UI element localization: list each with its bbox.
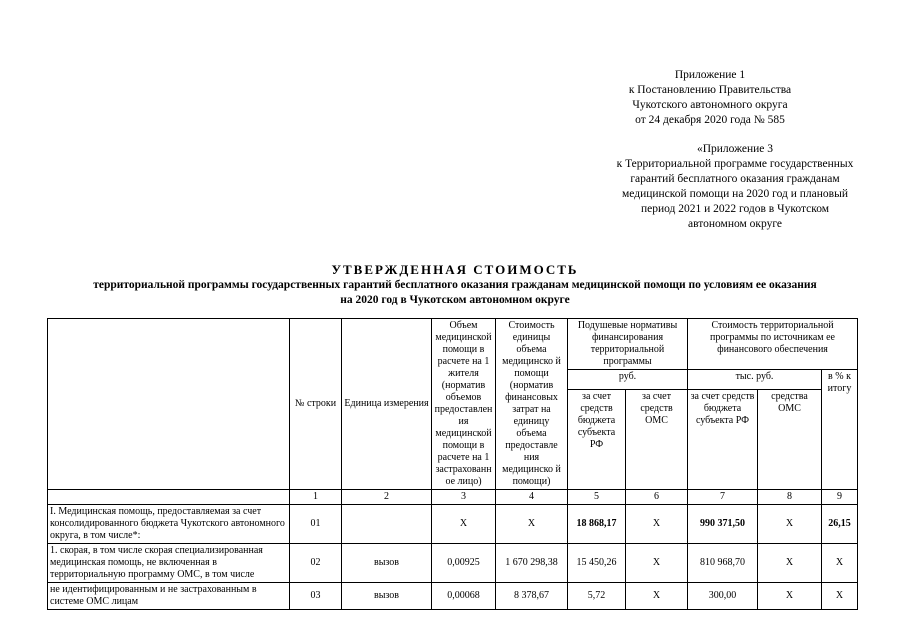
row-pc-budget: 15 450,26 <box>568 544 626 583</box>
appendix-1-line: Приложение 1 <box>674 69 746 81</box>
row-pc-budget: 5,72 <box>568 583 626 610</box>
appendix-3-line: «Приложение 3 <box>696 143 774 155</box>
appendix-3-line: к Территориальной программе государственных <box>616 158 854 170</box>
col-number: 4 <box>496 490 568 505</box>
header-row-number: № строки <box>290 319 342 490</box>
row-number: 03 <box>290 583 342 610</box>
appendix-1-line: к Постановлению Правительства <box>628 84 792 96</box>
header-thous-rub: тыс. руб. <box>688 370 822 390</box>
col-number-empty <box>48 490 290 505</box>
row-pc-oms: X <box>626 544 688 583</box>
col-number: 7 <box>688 490 758 505</box>
row-tc-oms: X <box>758 583 822 610</box>
row-unit: вызов <box>342 544 432 583</box>
row-cost: 8 378,67 <box>496 583 568 610</box>
row-name: не идентифицированным и не застрахованным в системе ОМС лицам <box>48 583 290 610</box>
table-row <box>48 583 858 610</box>
document-subtitle <box>40 278 870 308</box>
row-volume: 0,00925 <box>432 544 496 583</box>
cost-table <box>47 318 858 610</box>
col-number: 2 <box>342 490 432 505</box>
row-name: 1. скорая, в том числе скорая специализированная медицинская помощь, не включенная в территориальную программу ОМС, в том числе <box>48 544 290 583</box>
col-number: 6 <box>626 490 688 505</box>
header-rub: руб. <box>568 370 688 390</box>
appendix-1-block <box>600 68 820 128</box>
col-number: 8 <box>758 490 822 505</box>
appendix-3-line: гарантий бесплатного оказания гражданам <box>630 173 840 185</box>
header-row <box>48 319 858 370</box>
row-pc-oms: X <box>626 505 688 544</box>
column-number-row <box>48 490 858 505</box>
table-row <box>48 505 858 544</box>
row-unit <box>342 505 432 544</box>
header-oms-2: средства ОМС <box>758 390 822 490</box>
header-oms: за счет средств ОМС <box>626 390 688 490</box>
header-pct: в % к итогу <box>822 370 858 490</box>
row-tc-budget: 990 371,50 <box>688 505 758 544</box>
row-unit: вызов <box>342 583 432 610</box>
row-tc-oms: X <box>758 544 822 583</box>
row-volume: 0,00068 <box>432 583 496 610</box>
appendix-1-line: от 24 декабря 2020 года № 585 <box>635 114 785 126</box>
header-budget-2: за счет средств бюджета субъекта РФ <box>688 390 758 490</box>
row-number: 02 <box>290 544 342 583</box>
col-number: 5 <box>568 490 626 505</box>
row-cost: X <box>496 505 568 544</box>
appendix-3-block <box>585 142 885 232</box>
row-pc-oms: X <box>626 583 688 610</box>
header-total-cost: Стоимость территориальной программы по источникам ее финансового обеспечения <box>688 319 858 370</box>
subtitle-line: на 2020 год в Чукотском автономном округе <box>340 294 570 306</box>
row-tc-budget: 300,00 <box>688 583 758 610</box>
document-title: УТВЕРЖДЕННАЯ СТОИМОСТЬ <box>331 262 579 277</box>
row-volume: X <box>432 505 496 544</box>
row-number: 01 <box>290 505 342 544</box>
appendix-1-line: Чукотского автономного округа <box>632 99 788 111</box>
appendix-3-line: медицинской помощи на 2020 год и плановый <box>621 188 848 200</box>
col-number: 3 <box>432 490 496 505</box>
row-name: I. Медицинская помощь, предоставляемая за счет консолидированного бюджета Чукотского автономного округа, в том числе*: <box>48 505 290 544</box>
row-tc-budget: 810 968,70 <box>688 544 758 583</box>
row-cost: 1 670 298,38 <box>496 544 568 583</box>
header-unit: Единица измерения <box>342 319 432 490</box>
appendix-3-line: период 2021 и 2022 годов в Чукотском <box>640 203 830 215</box>
header-per-capita: Подушевые нормативы финансирования территориальной программы <box>568 319 688 370</box>
header-name-cell <box>48 319 290 490</box>
row-tc-oms: X <box>758 505 822 544</box>
row-pc-budget: 18 868,17 <box>568 505 626 544</box>
table-row <box>48 544 858 583</box>
appendix-3-line: автономном округе <box>687 218 783 230</box>
row-pct: 26,15 <box>822 505 858 544</box>
col-number: 1 <box>290 490 342 505</box>
header-cost: Стоимость единицы объема медицинско й помощи (норматив финансовых затрат на единицу объема предоставле ния медицинско й помощи) <box>496 319 568 490</box>
col-number: 9 <box>822 490 858 505</box>
subtitle-line: территориальной программы государственных гарантий бесплатного оказания гражданам медицинской помощи по условиям ее оказания <box>93 279 817 291</box>
header-volume: Объем медицинской помощи в расчете на 1 жителя (норматив объемов предоставлен ия медицинской помощи в расчете на 1 застрахованн ое лицо) <box>432 319 496 490</box>
row-pct: X <box>822 583 858 610</box>
row-pct: X <box>822 544 858 583</box>
header-budget: за счет средств бюджета субъекта РФ <box>568 390 626 490</box>
